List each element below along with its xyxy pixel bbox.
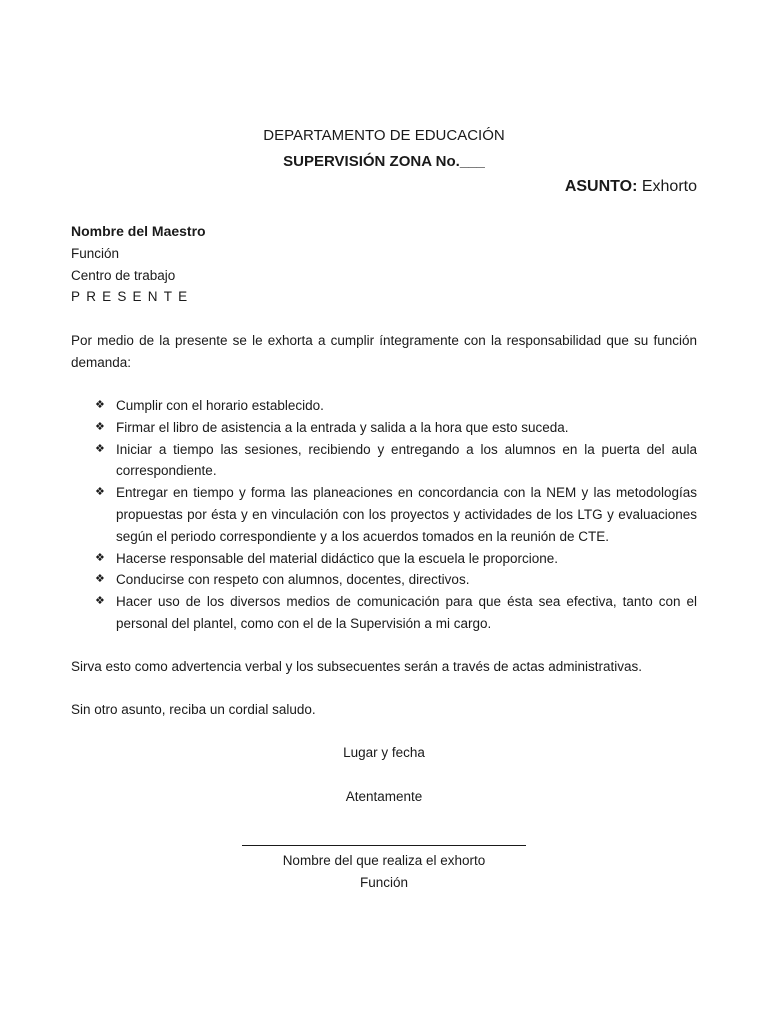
list-item-text: Conducirse con respeto con alumnos, docentes, directivos.: [116, 572, 470, 588]
subject-label: ASUNTO:: [564, 178, 638, 195]
intro-paragraph: Por medio de la presente se le exhorta a cumplir íntegramente con la responsabilidad que su función demanda:: [71, 333, 697, 370]
list-item-text: Hacer uso de los diversos medios de comunicación para que ésta sea efectiva, tanto con el personal del plantel, como con el de la Supervisión a mi cargo.: [116, 594, 697, 631]
list-item: [95, 417, 697, 439]
diamond-bullet-icon: ❖: [95, 399, 105, 411]
obligations-list: [95, 395, 697, 635]
signer-name: Nombre del que realiza el exhorto: [282, 853, 486, 868]
closing-paragraph: Sin otro asunto, reciba un cordial saludo.: [71, 702, 316, 717]
list-item: [95, 569, 697, 591]
presente-line: PRESENTE: [71, 289, 194, 305]
warning-paragraph: Sirva esto como advertencia verbal y los subsecuentes serán a través de actas administrativas.: [71, 659, 643, 674]
list-item-text: Firmar el libro de asistencia a la entrada y salida a la hora que esto suceda.: [116, 419, 569, 435]
list-item: [95, 482, 697, 547]
department-heading: DEPARTAMENTO DE EDUCACIÓN: [263, 127, 505, 144]
diamond-bullet-icon: ❖: [95, 595, 105, 608]
list-item: [95, 439, 697, 483]
list-item-text: Entregar en tiempo y forma las planeaciones en concordancia con la NEM y las metodologías propuestas por ésta y en vinculación con los proyectos y actividades de los LTG y evaluaciones según el periodo correspondiente y a los acuerdos tomados en la reunión de CTE.: [116, 485, 697, 544]
list-item-text: Cumplir con el horario establecido.: [116, 398, 324, 413]
recipient-block: [71, 221, 697, 308]
recipient-workplace: Centro de trabajo: [71, 267, 176, 283]
subject-line: [565, 177, 697, 197]
regards: Atentamente: [345, 789, 423, 804]
recipient-name: Nombre del Maestro: [71, 223, 206, 239]
zone-heading: SUPERVISIÓN ZONA No.___: [283, 153, 485, 170]
list-item-text: Hacerse responsable del material didáctico que la escuela le proporcione.: [116, 550, 559, 566]
list-item-text: Iniciar a tiempo las sesiones, recibiendo y entregando a los alumnos en la puerta del aula correspondiente.: [116, 441, 697, 479]
signer-role: Función: [359, 875, 409, 890]
place-date: Lugar y fecha: [343, 745, 425, 760]
list-item: [95, 548, 697, 570]
diamond-bullet-icon: ❖: [95, 573, 105, 586]
diamond-bullet-icon: ❖: [95, 551, 105, 564]
diamond-bullet-icon: ❖: [95, 442, 105, 455]
list-item: [95, 591, 697, 635]
subject-value: Exhorto: [641, 178, 697, 195]
signature-line: [242, 845, 526, 846]
list-item: [95, 395, 697, 417]
diamond-bullet-icon: ❖: [95, 420, 105, 433]
diamond-bullet-icon: ❖: [95, 486, 105, 499]
recipient-role: Función: [71, 245, 120, 261]
